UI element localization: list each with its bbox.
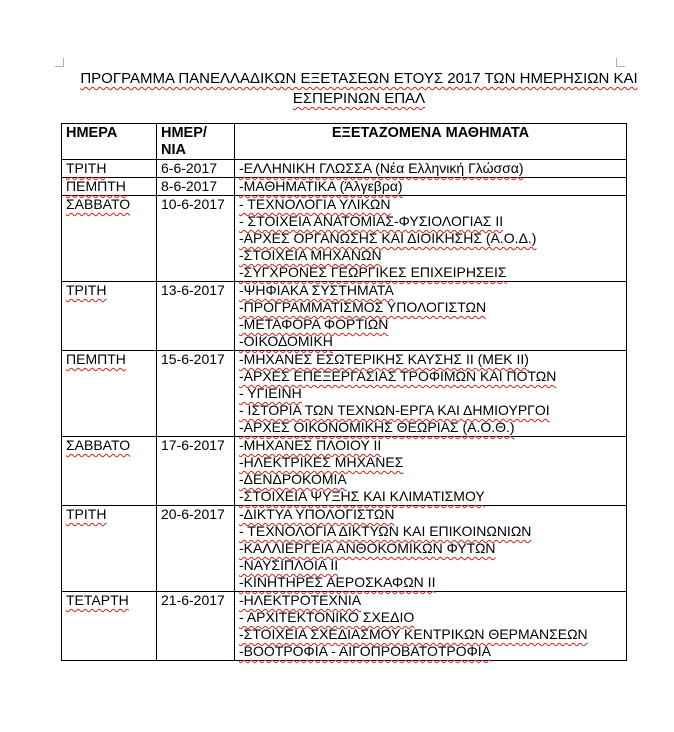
subject-item: -ΔΕΝΔΡΟΚΟΜΙΑ	[239, 471, 347, 487]
subject-item: -ΝΑΥΣΙΠΛΟΙΑ ΙΙ	[239, 557, 339, 573]
subject-item: -ΜΗΧΑΝΕΣ ΕΣΩΤΕΡΙΚΗΣ ΚΑΥΣΗΣ ΙΙ (ΜΕΚ ΙΙ)	[239, 351, 529, 367]
subject-item: - ΥΓΙΕΙΝΗ	[239, 385, 302, 401]
cell-date: 13-6-2017	[157, 282, 235, 351]
table-row	[62, 592, 627, 661]
header-day: ΗΜΕΡΑ	[62, 124, 157, 160]
table-body	[62, 160, 627, 661]
day-text: ΤΕΤΑΡΤΗ	[66, 592, 129, 608]
subject-item: -ΑΡΧΕΣ ΕΠΕΞΕΡΓΑΣΙΑΣ ΤΡΟΦΙΜΩΝ ΚΑΙ ΠΟΤΩΝ	[239, 368, 557, 384]
subject-item: -ΔΙΚΤΥΑ ΥΠΟΛΟΓΙΣΤΩΝ	[239, 506, 395, 522]
day-text: ΣΑΒΒΑΤΟ	[66, 437, 131, 453]
cell-subjects	[235, 196, 627, 282]
page-corner-mark-right	[616, 58, 625, 67]
cell-date: 15-6-2017	[157, 351, 235, 437]
day-text: ΣΑΒΒΑΤΟ	[66, 196, 131, 212]
cell-date: 6-6-2017	[157, 160, 235, 178]
cell-date: 21-6-2017	[157, 592, 235, 661]
exam-schedule-table	[61, 123, 627, 661]
cell-subjects	[235, 160, 627, 178]
table-row	[62, 351, 627, 437]
subject-item: -ΨΗΦΙΑΚΑ ΣΥΣΤΗΜΑΤΑ	[239, 282, 394, 298]
cell-subjects	[235, 178, 627, 196]
subject-item: -ΠΡΟΓΡΑΜΜΑΤΙΣΜΟΣ ΥΠΟΛΟΓΙΣΤΩΝ	[239, 299, 487, 315]
subject-item: - ΑΡΧΙΤΕΚΤΟΝΙΚΟ ΣΧΕΔΙΟ	[239, 609, 415, 625]
title-line-1: ΠΡΟΓΡΑΜΜΑ ΠΑΝΕΛΛΑΔΙΚΩΝ ΕΞΕΤΑΣΕΩΝ ΕΤΟΥΣ 2017 ΤΩΝ ΗΜΕΡΗΣΙΩΝ ΚΑΙ	[80, 70, 638, 87]
subject-item: - ΤΕΧΝΟΛΟΓΙΑ ΥΛΙΚΩΝ	[239, 196, 391, 212]
table-row	[62, 196, 627, 282]
day-text: ΠΕΜΠΤΗ	[66, 351, 126, 367]
subject-item: -ΜΑΘΗΜΑΤΙΚΑ (Άλγεβρα)	[239, 178, 403, 194]
cell-day	[62, 592, 157, 661]
subject-item: - ΙΣΤΟΡΙΑ ΤΩΝ ΤΕΧΝΩΝ-ΕΡΓΑ ΚΑΙ ΔΗΜΙΟΥΡΓΟΙ	[239, 402, 550, 418]
subject-item: -ΣΥΓΧΡΟΝΕΣ ΓΕΩΡΓΙΚΕΣ ΕΠΙΧΕΙΡΗΣΕΙΣ	[239, 264, 507, 280]
cell-subjects	[235, 506, 627, 592]
table-row	[62, 160, 627, 178]
cell-subjects	[235, 351, 627, 437]
cell-date: 20-6-2017	[157, 506, 235, 592]
day-text: ΤΡΙΤΗ	[66, 282, 107, 298]
cell-day	[62, 437, 157, 506]
cell-date: 8-6-2017	[157, 178, 235, 196]
table-row	[62, 437, 627, 506]
subject-item: -ΗΛΕΚΤΡΟΤΕΧΝΙΑ	[239, 592, 362, 608]
subject-item: -ΣΤΟΙΧΕΙΑ ΨΥΞΗΣ ΚΑΙ ΚΛΙΜΑΤΙΣΜΟΥ	[239, 488, 485, 504]
subject-item: -ΑΡΧΕΣ ΟΙΚΟΝΟΜΙΚΗΣ ΘΕΩΡΙΑΣ (Α.Ο.Θ.)	[239, 419, 515, 435]
cell-subjects	[235, 282, 627, 351]
page-corner-mark-left	[55, 58, 64, 67]
document-title	[62, 69, 656, 109]
title-line-2: ΕΣΠΕΡΙΝΩΝ ΕΠΑΛ	[292, 90, 426, 107]
header-subjects: ΕΞΕΤΑΖΟΜΕΝΑ ΜΑΘΗΜΑΤΑ	[235, 124, 627, 160]
cell-subjects	[235, 437, 627, 506]
subject-item: -ΣΤΟΙΧΕΙΑ ΜΗΧΑΝΩΝ	[239, 247, 382, 263]
cell-day	[62, 506, 157, 592]
cell-day	[62, 160, 157, 178]
day-text: ΤΡΙΤΗ	[66, 160, 107, 176]
subject-item: - ΣΤΟΙΧΕΙΑ ΑΝΑΤΟΜΙΑΣ-ΦΥΣΙΟΛΟΓΙΑΣ ΙΙ	[239, 213, 504, 229]
subject-item: -ΑΡΧΕΣ ΟΡΓΑΝΩΣΗΣ ΚΑΙ ΔΙΟΙΚΗΣΗΣ (Α.Ο.Δ.)	[239, 230, 537, 246]
subject-item: -ΕΛΛΗΝΙΚΗ ΓΛΩΣΣΑ (Νέα Ελληνική Γλώσσα)	[239, 160, 524, 176]
cell-day	[62, 178, 157, 196]
day-text: ΠΕΜΠΤΗ	[66, 178, 126, 194]
subject-item: -ΜΕΤΑΦΟΡΑ ΦΟΡΤΙΩΝ	[239, 316, 389, 332]
cell-subjects	[235, 592, 627, 661]
table-row	[62, 282, 627, 351]
cell-date: 10-6-2017	[157, 196, 235, 282]
subject-item: -ΗΛΕΚΤΡΙΚΕΣ ΜΗΧΑΝΕΣ	[239, 454, 404, 470]
subject-item: -ΜΗΧΑΝΕΣ ΠΛΟΙΟΥ ΙΙ	[239, 437, 382, 453]
subject-item: -ΚΙΝΗΤΗΡΕΣ ΑΕΡΟΣΚΑΦΩΝ ΙΙ	[239, 574, 436, 590]
subject-item: -ΟΙΚΟΔΟΜΙΚΗ	[239, 333, 333, 349]
cell-day	[62, 351, 157, 437]
table-header-row	[62, 124, 627, 160]
table-row	[62, 178, 627, 196]
cell-date: 17-6-2017	[157, 437, 235, 506]
subject-item: -ΣΤΟΙΧΕΙΑ ΣΧΕΔΙΑΣΜΟΥ ΚΕΝΤΡΙΚΩΝ ΘΕΡΜΑΝΣΕΩΝ	[239, 626, 588, 642]
cell-day	[62, 282, 157, 351]
day-text: ΤΡΙΤΗ	[66, 506, 107, 522]
subject-item: -ΚΑΛΛΙΕΡΓΕΙΑ ΑΝΘΟΚΟΜΙΚΩΝ ΦΥΤΩΝ	[239, 540, 496, 556]
cell-day	[62, 196, 157, 282]
subject-item: -ΒΟΟΤΡΟΦΙΑ - ΑΙΓΟΠΡΟΒΑΤΟΤΡΟΦΙΑ	[239, 643, 492, 659]
header-date: ΗΜΕΡ/ΝΙΑ	[157, 124, 235, 160]
table-row	[62, 506, 627, 592]
subject-item: - ΤΕΧΝΟΛΟΓΙΑ ΔΙΚΤΥΩΝ ΚΑΙ ΕΠΙΚΟΙΝΩΝΙΩΝ	[239, 523, 532, 539]
